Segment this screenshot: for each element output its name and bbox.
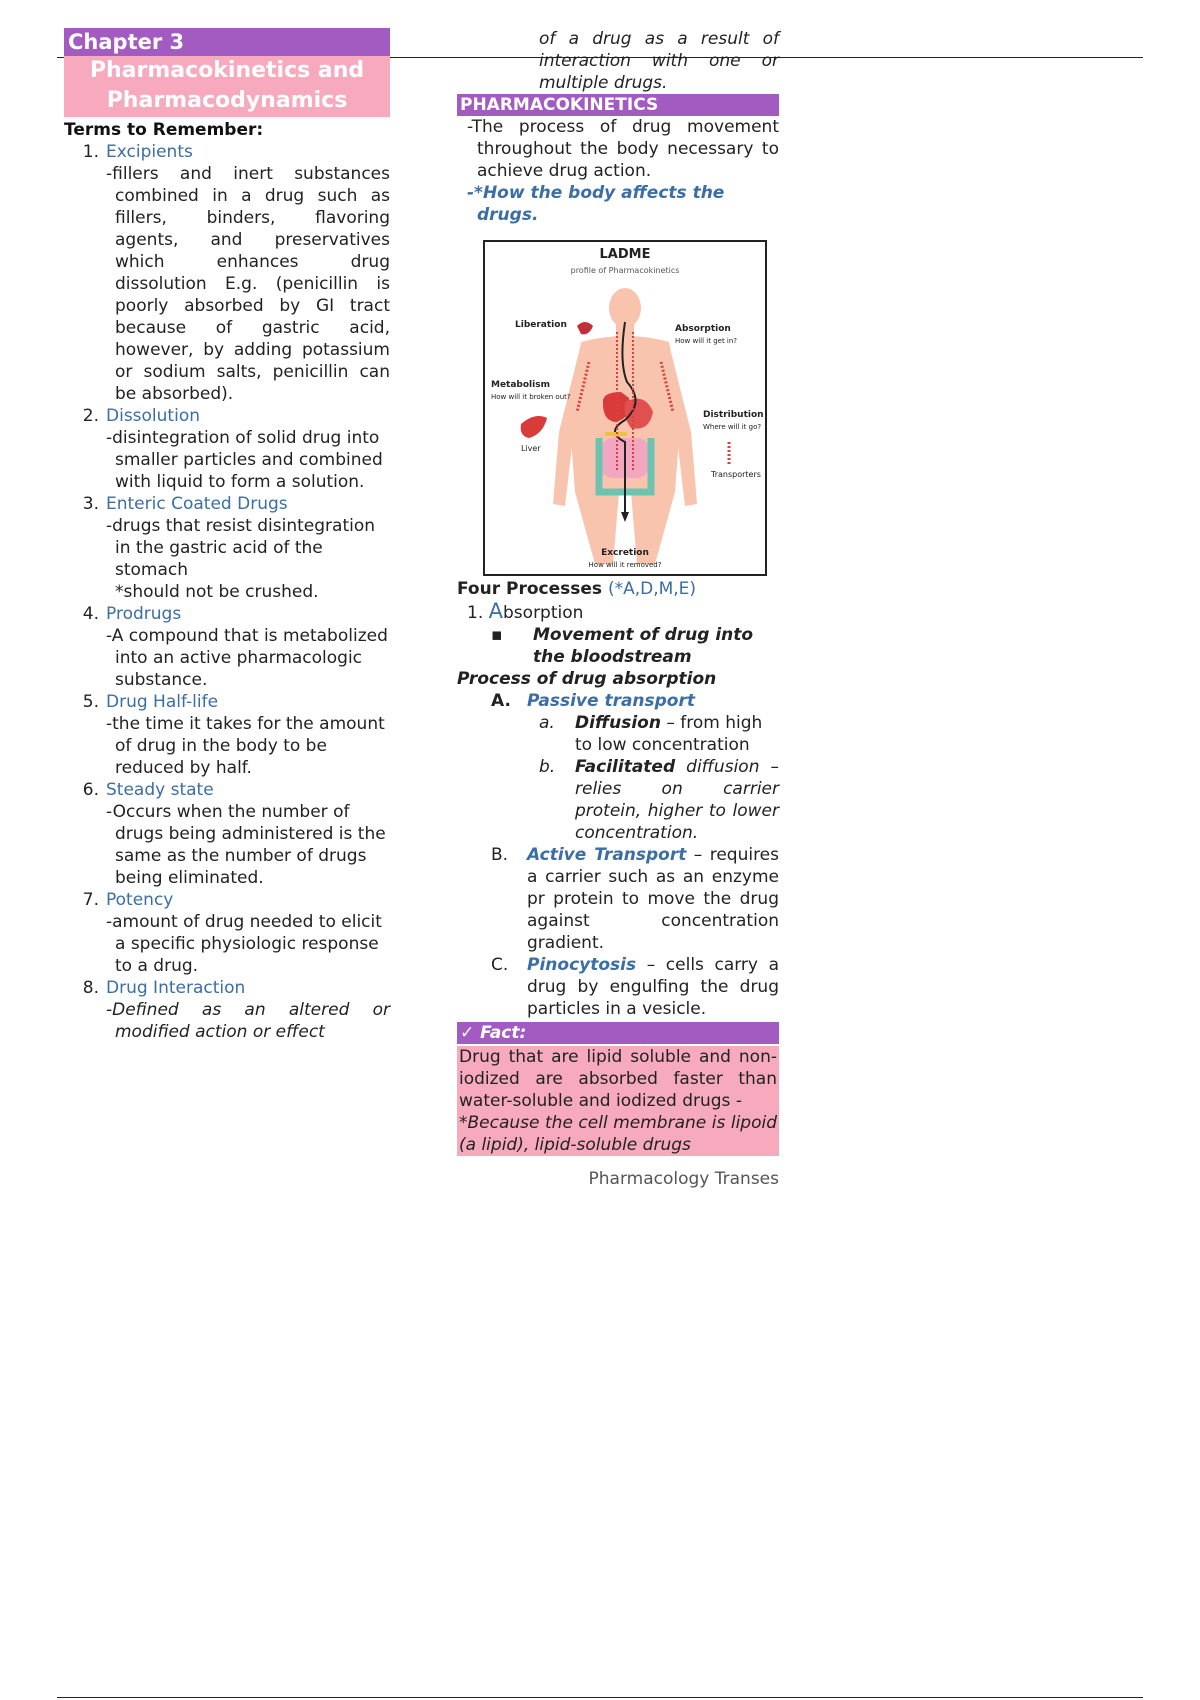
transporters-label: Transporters [711, 470, 761, 479]
pk-question: -*How the body affects the drugs. [467, 183, 725, 225]
term-desc: -fillers and inert substances combined in a drug such as fillers, binders, flavoring agents, and preservatives which enhances drug dissolution E.g. (penicillin is poorly absorbed by GI tract because of gastric acid, however, by adding potassium or sodium salts, penicillin can be absorbed). [106, 164, 390, 404]
term-number: 8. [82, 978, 99, 998]
term-note: *should not be crushed. [115, 582, 319, 602]
excretion-label: Excretion [601, 548, 649, 558]
terms-heading: Terms to Remember: [64, 120, 264, 140]
body-illustration [485, 242, 765, 574]
term-desc: -the time it takes for the amount of drug in the body to be reduced by half. [106, 714, 385, 778]
term-item [64, 603, 390, 691]
four-processes [457, 578, 779, 600]
absorption-heading [457, 600, 779, 624]
passive-item [457, 690, 779, 712]
term-item [64, 405, 390, 493]
term-number: 6. [82, 780, 99, 800]
term-desc: -drugs that resist disintegration in the gastric acid of the stomach [106, 516, 376, 580]
distribution-label: Distribution [703, 410, 764, 420]
pinocytosis-letter: C. [491, 955, 509, 975]
active-text: – requires a carrier such as an enzyme pr protein to move the drug against concentration gradient. [527, 845, 779, 953]
term-name: Dissolution [106, 406, 200, 426]
passive-letter: A. [491, 691, 511, 711]
term-number: 5. [82, 692, 99, 712]
title-line-1: Pharmacokinetics and [89, 58, 365, 83]
term-number: 4. [82, 604, 99, 624]
absorption-number: 1. [467, 603, 484, 623]
facilitated-text: diffusion – relies on carrier protein, higher to lower concentration. [575, 757, 779, 843]
term-name: Potency [106, 890, 174, 910]
term-number: 1. [82, 142, 99, 162]
term-number: 2. [82, 406, 99, 426]
fact-text-2: *Because the cell membrane is lipoid (a lipid), lipid-soluble drugs [459, 1113, 777, 1155]
fact-box [457, 1046, 779, 1156]
term-desc: -Defined as an altered or modified action or effect [106, 1000, 390, 1042]
chapter-title [64, 56, 390, 117]
distribution-question: Where will it go? [703, 423, 762, 431]
term-name: Prodrugs [106, 604, 182, 624]
passive-name: Passive transport [527, 691, 695, 711]
fact-text: Drug that are lipid soluble and non-iodized are absorbed faster than water-soluble and iodized drugs - [459, 1047, 777, 1111]
term-item [64, 977, 390, 1043]
metabolism-question: How will it broken out? [491, 393, 571, 401]
absorption-bullet [457, 624, 779, 668]
bottom-rule [57, 1697, 1143, 1698]
absorption-question: How will it get in? [675, 337, 738, 345]
facilitated-name: Facilitated [575, 757, 676, 777]
term-item [64, 779, 390, 889]
left-column [64, 28, 390, 1043]
term-desc: -disintegration of solid drug into smaller particles and combined with liquid to form a solution. [106, 428, 383, 492]
active-letter: B. [491, 845, 509, 865]
process-heading: Process of drug absorption [457, 669, 717, 689]
right-column [457, 28, 779, 1190]
absorption-initial: A [488, 599, 504, 623]
facilitated-item [457, 756, 779, 844]
term-item [64, 493, 390, 603]
four-processes-letters: (*A,D,M,E) [607, 579, 697, 599]
pinocytosis-name: Pinocytosis [527, 955, 637, 975]
pk-definition: -The process of drug movement throughout the body necessary to achieve drug action. [467, 117, 779, 181]
absorption-rest: bsorption [503, 603, 584, 623]
term-name: Enteric Coated Drugs [106, 494, 288, 514]
diffusion-text: – from high to low concentration [575, 713, 763, 755]
title-line-2: Pharmacodynamics [106, 88, 348, 113]
figure-subtitle: profile of Pharmacokinetics [570, 266, 680, 275]
four-processes-label: Four Processes [457, 579, 608, 599]
active-name: Active Transport [527, 845, 687, 865]
diffusion-item [457, 712, 779, 756]
term-desc: -A compound that is metabolized into an active pharmacologic substance. [106, 626, 388, 690]
term-name: Drug Half-life [106, 692, 219, 712]
diffusion-name: Diffusion [575, 713, 661, 733]
chapter-label: Chapter 3 [64, 28, 390, 56]
active-item [457, 844, 779, 954]
term-item [64, 889, 390, 977]
figure-title: LADME [599, 247, 651, 262]
bullet-dot: ▪ [491, 625, 503, 645]
facilitated-letter: b. [539, 757, 556, 777]
term-item [64, 141, 390, 405]
term-number: 3. [82, 494, 99, 514]
term-number: 7. [82, 890, 99, 910]
term-name: Excipients [106, 142, 193, 162]
pharmacokinetics-heading: PHARMACOKINETICS [457, 94, 779, 116]
absorption-label: Absorption [675, 324, 731, 334]
term-item [64, 691, 390, 779]
liver-label: Liver [521, 444, 541, 453]
fact-heading: ✓ Fact: [457, 1022, 779, 1044]
footer-label: Pharmacology Transes [588, 1169, 779, 1189]
ladme-figure [483, 240, 767, 576]
liberation-label: Liberation [515, 320, 567, 330]
diffusion-letter: a. [539, 713, 555, 733]
pinocytosis-item [457, 954, 779, 1020]
metabolism-label: Metabolism [491, 380, 550, 390]
absorption-bullet-text: Movement of drug into the bloodstream [533, 625, 754, 667]
term-name: Steady state [106, 780, 214, 800]
excretion-question: How will it removed? [588, 561, 662, 569]
term-name: Drug Interaction [106, 978, 246, 998]
continuation-text: of a drug as a result of interaction with one or multiple drugs. [539, 29, 779, 93]
pinocytosis-text: – cells carry a drug by engulfing the drug particles in a vesicle. [527, 955, 779, 1019]
term-desc: -amount of drug needed to elicit a specific physiologic response to a drug. [106, 912, 382, 976]
term-desc: -Occurs when the number of drugs being administered is the same as the number of drugs being eliminated. [106, 802, 386, 888]
